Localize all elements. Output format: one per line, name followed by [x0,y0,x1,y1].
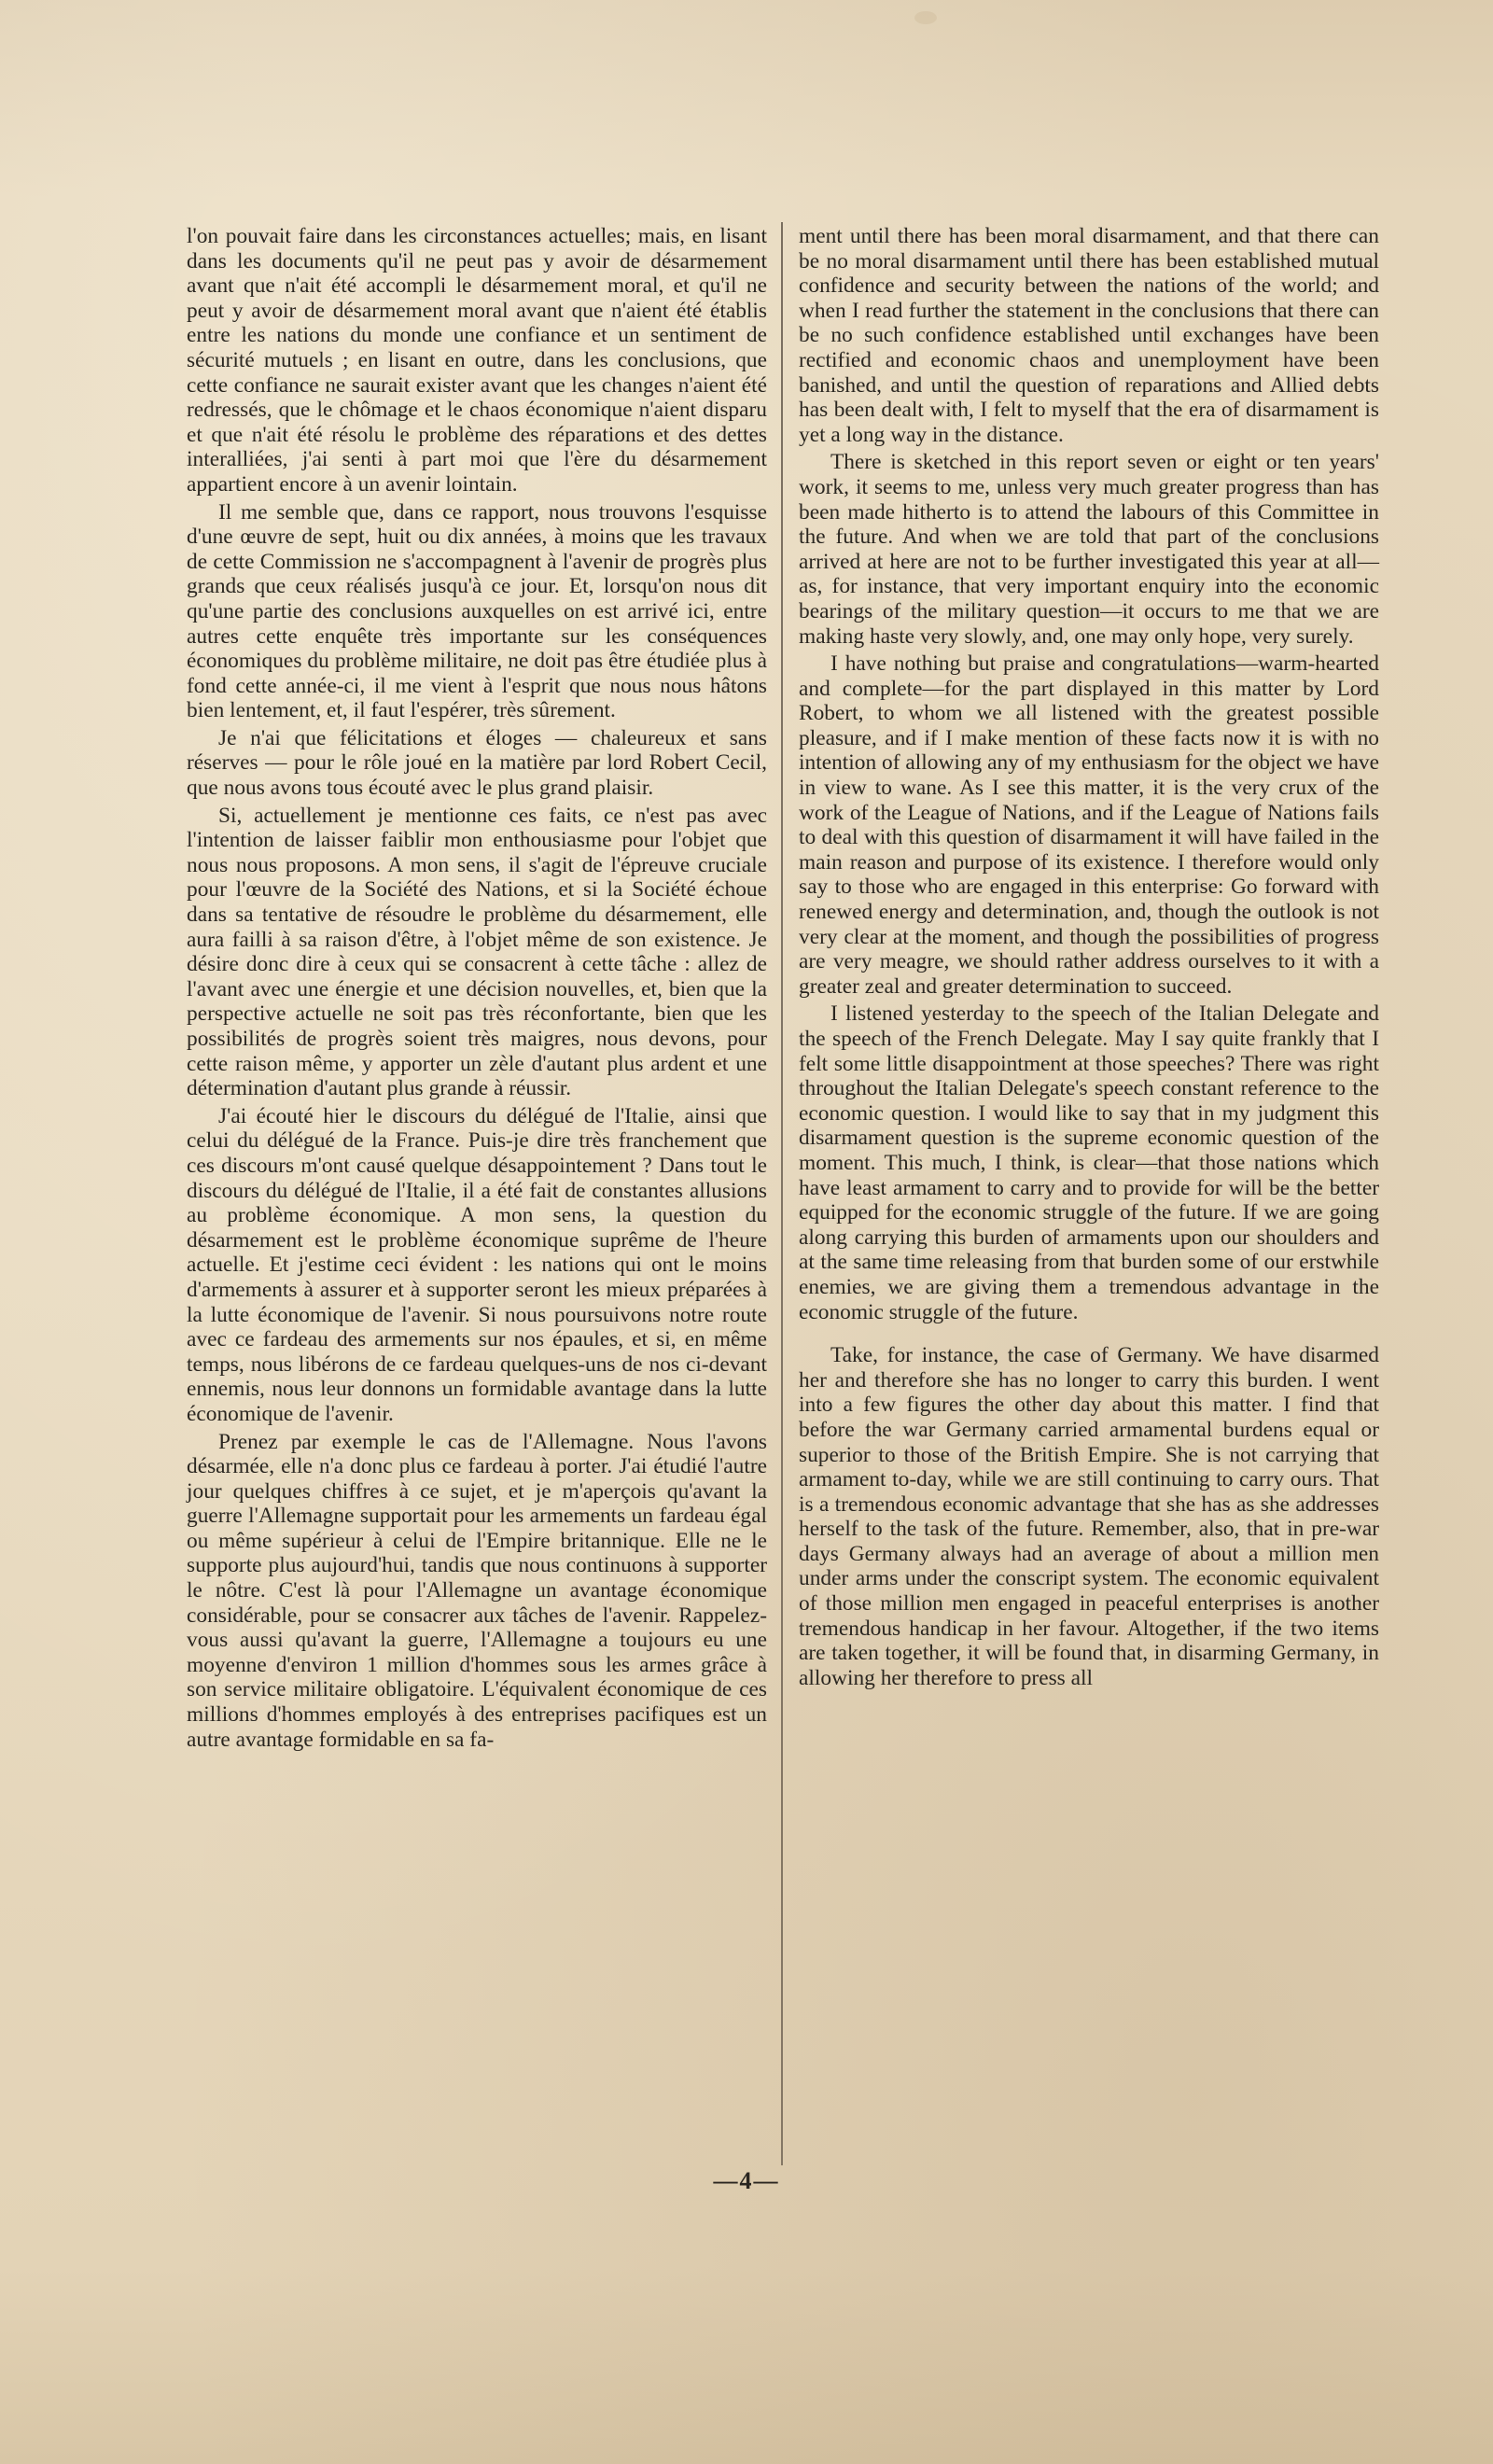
french-paragraph: Je n'ai que félicitations et éloges — chaleureux et sans réserves — pour le rôle joué en la matière par lord Robert Cecil, que nous avons tous écouté avec le plus grand plaisir. [187,725,767,801]
english-paragraph: I listened yesterday to the speech of the Italian Delegate and the speech of the French Delegate. May I say quite frankly that I felt some little disappointment at those speeches? There was right throughout the Italian Delegate's speech constant reference to the economic question. I would like to say that in my judgment this disarmament question is the supreme economic question of the moment. This much, I think, is clear—that those nations which have least armament to carry and to provide for will be the better equipped for the economic struggle of the future. If we are going along carrying this burden of armaments upon our shoulders and at the same time releasing from that burden some of our erstwhile enemies, we are giving them a tremendous advantage in the economic struggle of the future. [799,1001,1379,1324]
french-column [187,224,767,1752]
english-paragraph: I have nothing but praise and congratulations—warm-hearted and complete—for the part displayed in this matter by Lord Robert, to whom we all listened with the greatest possible pleasure, and if I make mention of these facts now it is with no intention of allowing any of my enthusiasm for the object we have in view to wane. As I see this matter, it is the very crux of the work of the League of Nations, and if the League of Nations fails to deal with this question of disarmament it will have failed in the main reason and purpose of its existence. I therefore would only say to those who are engaged in this enterprise: Go forward with renewed energy and determination, and, though the outlook is not very clear at the moment, and though the possibilities of progress are very meagre, we should rather address ourselves to it with a greater zeal and greater determination to succeed. [799,651,1379,999]
french-paragraph: Prenez par exemple le cas de l'Allemagne. Nous l'avons désarmée, elle n'a donc plus ce fardeau à porter. J'ai étudié l'autre jour quelques chiffres à ce sujet, et je m'aperçois qu'avant la guerre l'Allemagne supportait pour les armements un fardeau égal ou même supérieur à celui de l'Empire britannique. Elle ne le supporte plus aujourd'hui, tandis que nous continuons à supporter le nôtre. C'est là pour l'Allemagne un avantage économique considérable, pour se consacrer aux tâches de l'avenir. Rappelez-vous aussi qu'avant la guerre, l'Allemagne a toujours eu une moyenne d'environ 1 million d'hommes sous les armes grâce à son service militaire obligatoire. L'équivalent économique de ces millions d'hommes employés à des entreprises pacifiques est un autre avantage formidable en sa fa- [187,1429,767,1752]
paper-stain [914,11,937,24]
english-paragraph: There is sketched in this report seven or eight or ten years' work, it seems to me, unless very much greater progress than has been made hitherto is to attend the labours of this Committee in the future. And when we are told that part of the conclusions arrived at here are not to be further investigated this year at all—as, for instance, that very important enquiry into the economic bearings of the military question—it occurs to me that we are making haste very slowly, and, one may only hope, very surely. [799,450,1379,649]
page-number: —4— [713,2167,780,2194]
french-paragraph: J'ai écouté hier le discours du délégué de l'Italie, ainsi que celui du délégué de la France. Puis-je dire très franchement que ces discours m'ont causé quelque désappointement ? Dans tout le discours du délégué de l'Italie, il a été fait de constantes allusions au problème économique. A mon sens, la question du désarmement est le problème économique suprême de l'heure actuelle. Et j'estime ceci évident : les nations qui ont le moins d'armements à assurer et à supporter seront les mieux préparées à la lutte économique de l'avenir. Si nous poursuivons notre route avec ce fardeau des armements sur nos épaules, et si, en même temps, nous libérons de ce fardeau quelques-uns de nos ci-devant ennemis, nous leur donnons un formidable avantage dans la lutte économique de l'avenir. [187,1103,767,1426]
english-column [799,224,1379,1690]
french-paragraph: l'on pouvait faire dans les circonstances actuelles; mais, en lisant dans les documents qu'il ne peut pas y avoir de désarmement avant que n'ait été accompli le désarmement moral, et qu'il ne peut y avoir de désarmement moral avant que n'aient été établis entre les nations du monde une confiance et un sentiment de sécurité mutuels ; en lisant en outre, dans les conclusions, que cette confiance ne saurait exister avant que les changes n'aient été redressés, que le chômage et le chaos économique n'aient disparu et que n'ait été résolu le problème des réparations et des dettes interalliées, j'ai senti à part moi que l'ère du désarmement appartient encore à un avenir lointain. [187,224,767,497]
french-paragraph: Si, actuellement je mentionne ces faits, ce n'est pas avec l'intention de laisser faiblir mon enthousiasme pour l'objet que nous nous proposons. A mon sens, il s'agit de l'épreuve cruciale pour l'œuvre de la Société des Nations, et si la Société échoue dans sa tentative de résoudre le problème du désarmement, elle aura failli à sa raison d'être, à l'objet même de son existence. Je désire donc dire à ceux qui se consacrent à cette tâche : allez de l'avant avec une énergie et une décision nouvelles, et, bien que la perspective actuelle ne soit pas très réconfortante, bien que les possibilités de progrès soient très maigres, nous devons, pour cette raison même, y apporter un zèle d'autant plus ardent et une détermination d'autant plus grande à réussir. [187,803,767,1101]
english-paragraph: ment until there has been moral disarmament, and that there can be no moral disarmament until there has been established mutual confidence and security between the nations of the world; and when I read further the statement in the conclusions that there can be no such confidence established until exchanges have been rectified and economic chaos and unemployment have been banished, and until the question of reparations and Allied debts has been dealt with, I felt to myself that the era of disarmament is yet a long way in the distance. [799,224,1379,447]
french-paragraph: Il me semble que, dans ce rapport, nous trouvons l'esquisse d'une œuvre de sept, huit ou dix années, à moins que les travaux de cette Commission ne s'accompagnent à l'avenir de progrès plus grands que ceux réalisés jusqu'à ce jour. Et, lorsqu'on nous dit qu'une partie des conclusions auxquelles on est arrivé ici, entre autres cette enquête très importante sur les conséquences économiques du problème militaire, ne doit pas être étudiée plus à fond cette année-ci, il me vient à l'esprit que nous nous hâtons bien lentement, et, il faut l'espérer, très sûrement. [187,499,767,723]
column-divider [781,222,783,2165]
english-paragraph: Take, for instance, the case of Germany. We have disarmed her and therefore she has no longer to carry this burden. I went into a few figures the other day about this matter. I find that before the war Germany carried armamental burdens equal or superior to those of the British Empire. She is not carrying that armament to-day, while we are still continuing to carry ours. That is a tremendous economic advantage that she has as she addresses herself to the task of the future. Remember, also, that in pre-war days Germany always had an average of about a million men under arms under the conscript system. The economic equivalent of those million men engaged in peaceful enterprises is another tremendous handicap in her favour. Altogether, if the two items are taken together, it will be found that, in disarming Germany, in allowing her therefore to press all [799,1343,1379,1690]
